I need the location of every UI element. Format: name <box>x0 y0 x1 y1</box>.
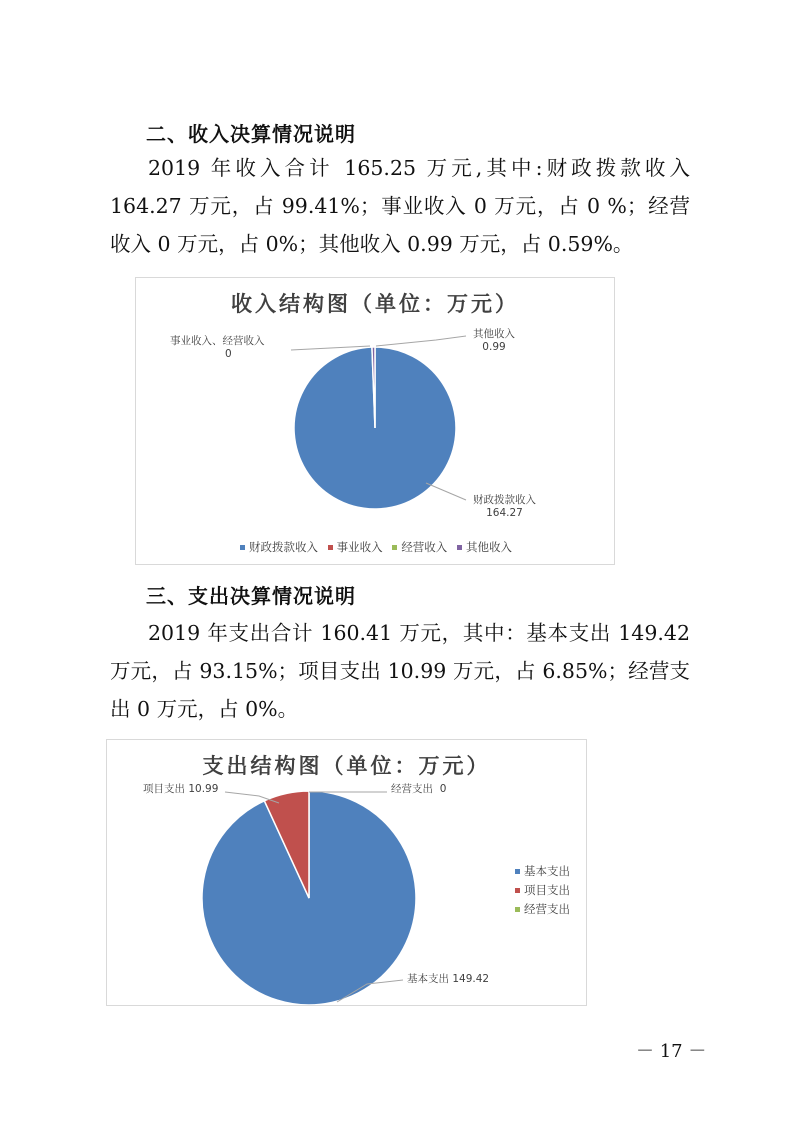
income-label-combined: 事业收入、经营收入 0 <box>170 335 265 360</box>
income-chart-title: 收入结构图（单位：万元） <box>231 292 519 316</box>
income-chart <box>135 277 615 565</box>
expense-label-operating: 经营支出 0 <box>391 783 447 795</box>
income-leader-main <box>426 483 466 500</box>
legend-item-business: 事业收入 <box>328 539 383 555</box>
expense-chart-title: 支出结构图（单位：万元） <box>202 754 491 778</box>
legend-item-project: 项目支出 <box>515 881 570 900</box>
legend-item-other: 其他收入 <box>457 539 512 555</box>
expense-paragraph-text: 2019 年支出合计 160.41 万元，其中：基本支出 149.42 万元，占 93.15%；项目支出 10.99 万元，占 6.85%；经营支出 0 万元，占 0%。 <box>110 621 690 721</box>
page-number: － 17 － <box>636 1041 707 1062</box>
income-paragraph <box>110 149 690 263</box>
expense-chart <box>106 739 587 1006</box>
legend-swatch-fiscal <box>240 545 245 550</box>
expense-label-project: 项目支出 10.99 <box>143 783 219 795</box>
legend-item-operating-exp: 经营支出 <box>515 900 570 919</box>
legend-swatch-project <box>515 888 520 893</box>
legend-swatch-other <box>457 545 462 550</box>
expense-label-basic: 基本支出 149.42 <box>407 973 490 985</box>
income-pie-svg <box>136 278 614 564</box>
income-paragraph-text: 2019 年收入合计 165.25 万元,其中:财政拨款收入 164.27 万元，占 99.41%；事业收入 0 万元，占 0 %；经营收入 0 万元，占 0%；其他收入 0.99 万元，占 0.59%。 <box>110 156 690 256</box>
expense-paragraph <box>110 614 690 728</box>
income-label-other: 其他收入 0.99 <box>473 328 515 353</box>
legend-swatch-basic <box>515 869 520 874</box>
legend-item-fiscal: 财政拨款收入 <box>240 539 318 555</box>
legend-item-operating: 经营收入 <box>392 539 447 555</box>
income-legend <box>240 539 518 555</box>
legend-swatch-operating <box>392 545 397 550</box>
expense-section-heading: 三、支出决算情况说明 <box>146 584 356 608</box>
income-leader-other <box>376 336 466 346</box>
expense-legend <box>515 862 570 919</box>
income-label-main: 财政拨款收入 164.27 <box>473 494 536 519</box>
legend-swatch-operating-exp <box>515 907 520 912</box>
legend-swatch-business <box>328 545 333 550</box>
income-section-heading: 二、收入决算情况说明 <box>146 122 356 146</box>
legend-item-basic: 基本支出 <box>515 862 570 881</box>
